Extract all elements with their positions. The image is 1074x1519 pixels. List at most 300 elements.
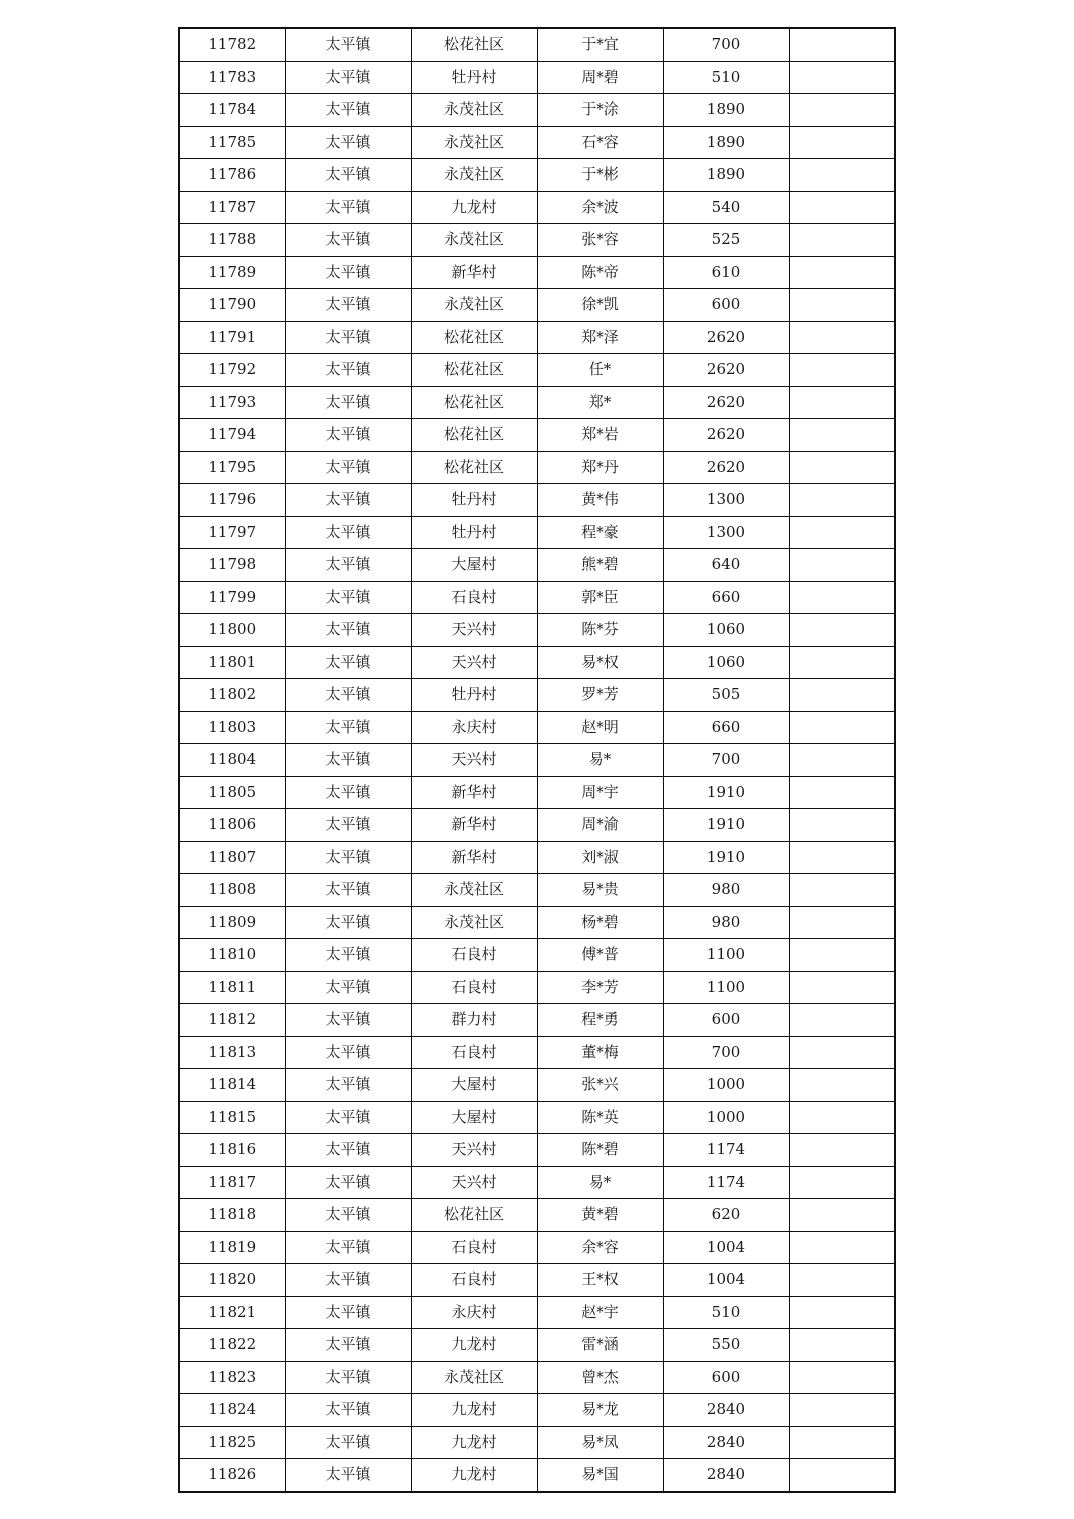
table-row <box>179 581 895 614</box>
person-name-cell: 程*豪 <box>537 516 663 549</box>
village-cell: 永茂社区 <box>411 94 537 127</box>
record-id-cell: 11808 <box>179 874 285 907</box>
record-id-cell: 11786 <box>179 159 285 192</box>
amount-cell: 1060 <box>663 646 789 679</box>
village-cell: 永茂社区 <box>411 906 537 939</box>
village-cell: 松花社区 <box>411 321 537 354</box>
village-cell: 永茂社区 <box>411 874 537 907</box>
record-id-cell: 11805 <box>179 776 285 809</box>
person-name-cell: 曾*杰 <box>537 1361 663 1394</box>
amount-cell: 510 <box>663 61 789 94</box>
town-cell: 太平镇 <box>285 971 411 1004</box>
amount-cell: 980 <box>663 906 789 939</box>
note-cell <box>789 1036 895 1069</box>
amount-cell: 510 <box>663 1296 789 1329</box>
table-row <box>179 744 895 777</box>
person-name-cell: 周*碧 <box>537 61 663 94</box>
amount-cell: 1174 <box>663 1166 789 1199</box>
village-cell: 石良村 <box>411 939 537 972</box>
table-row <box>179 1329 895 1362</box>
record-id-cell: 11787 <box>179 191 285 224</box>
record-id-cell: 11788 <box>179 224 285 257</box>
note-cell <box>789 581 895 614</box>
record-id-cell: 11785 <box>179 126 285 159</box>
person-name-cell: 易*国 <box>537 1459 663 1492</box>
person-name-cell: 傅*普 <box>537 939 663 972</box>
table-row <box>179 256 895 289</box>
record-id-cell: 11804 <box>179 744 285 777</box>
amount-cell: 1890 <box>663 126 789 159</box>
table-row <box>179 191 895 224</box>
town-cell: 太平镇 <box>285 1231 411 1264</box>
table-row <box>179 451 895 484</box>
village-cell: 松花社区 <box>411 451 537 484</box>
record-id-cell: 11825 <box>179 1426 285 1459</box>
town-cell: 太平镇 <box>285 1069 411 1102</box>
town-cell: 太平镇 <box>285 1426 411 1459</box>
table-row <box>179 809 895 842</box>
record-id-cell: 11816 <box>179 1134 285 1167</box>
amount-cell: 600 <box>663 1361 789 1394</box>
town-cell: 太平镇 <box>285 1394 411 1427</box>
note-cell <box>789 256 895 289</box>
amount-cell: 600 <box>663 289 789 322</box>
village-cell: 永茂社区 <box>411 289 537 322</box>
village-cell: 永茂社区 <box>411 126 537 159</box>
amount-cell: 1000 <box>663 1069 789 1102</box>
town-cell: 太平镇 <box>285 939 411 972</box>
amount-cell: 2840 <box>663 1394 789 1427</box>
person-name-cell: 王*权 <box>537 1264 663 1297</box>
record-id-cell: 11818 <box>179 1199 285 1232</box>
town-cell: 太平镇 <box>285 419 411 452</box>
table-row <box>179 711 895 744</box>
table-row <box>179 516 895 549</box>
village-cell: 九龙村 <box>411 1426 537 1459</box>
village-cell: 牡丹村 <box>411 61 537 94</box>
village-cell: 永茂社区 <box>411 224 537 257</box>
table-row <box>179 906 895 939</box>
record-id-cell: 11791 <box>179 321 285 354</box>
town-cell: 太平镇 <box>285 451 411 484</box>
village-cell: 牡丹村 <box>411 484 537 517</box>
village-cell: 牡丹村 <box>411 516 537 549</box>
amount-cell: 1890 <box>663 94 789 127</box>
amount-cell: 2620 <box>663 419 789 452</box>
person-name-cell: 黄*伟 <box>537 484 663 517</box>
person-name-cell: 郑*泽 <box>537 321 663 354</box>
town-cell: 太平镇 <box>285 354 411 387</box>
note-cell <box>789 841 895 874</box>
roster-table <box>178 27 896 1493</box>
note-cell <box>789 744 895 777</box>
village-cell: 九龙村 <box>411 1329 537 1362</box>
person-name-cell: 赵*明 <box>537 711 663 744</box>
person-name-cell: 周*渝 <box>537 809 663 842</box>
town-cell: 太平镇 <box>285 126 411 159</box>
table-row <box>179 386 895 419</box>
roster-table-body <box>179 28 895 1492</box>
amount-cell: 700 <box>663 744 789 777</box>
town-cell: 太平镇 <box>285 1361 411 1394</box>
table-row <box>179 289 895 322</box>
table-row <box>179 971 895 1004</box>
record-id-cell: 11813 <box>179 1036 285 1069</box>
town-cell: 太平镇 <box>285 809 411 842</box>
town-cell: 太平镇 <box>285 256 411 289</box>
person-name-cell: 郭*臣 <box>537 581 663 614</box>
note-cell <box>789 516 895 549</box>
person-name-cell: 郑* <box>537 386 663 419</box>
person-name-cell: 徐*凯 <box>537 289 663 322</box>
note-cell <box>789 1069 895 1102</box>
amount-cell: 505 <box>663 679 789 712</box>
table-row <box>179 28 895 61</box>
table-row <box>179 94 895 127</box>
person-name-cell: 易*贵 <box>537 874 663 907</box>
note-cell <box>789 126 895 159</box>
village-cell: 九龙村 <box>411 191 537 224</box>
note-cell <box>789 354 895 387</box>
town-cell: 太平镇 <box>285 776 411 809</box>
village-cell: 大屋村 <box>411 1101 537 1134</box>
note-cell <box>789 1459 895 1492</box>
village-cell: 九龙村 <box>411 1394 537 1427</box>
person-name-cell: 于*彬 <box>537 159 663 192</box>
table-row <box>179 614 895 647</box>
note-cell <box>789 1394 895 1427</box>
village-cell: 松花社区 <box>411 419 537 452</box>
note-cell <box>789 1264 895 1297</box>
amount-cell: 525 <box>663 224 789 257</box>
note-cell <box>789 906 895 939</box>
record-id-cell: 11822 <box>179 1329 285 1362</box>
record-id-cell: 11819 <box>179 1231 285 1264</box>
table-row <box>179 939 895 972</box>
note-cell <box>789 28 895 61</box>
person-name-cell: 余*容 <box>537 1231 663 1264</box>
amount-cell: 1060 <box>663 614 789 647</box>
village-cell: 石良村 <box>411 971 537 1004</box>
person-name-cell: 周*宇 <box>537 776 663 809</box>
village-cell: 永庆村 <box>411 1296 537 1329</box>
record-id-cell: 11810 <box>179 939 285 972</box>
village-cell: 新华村 <box>411 776 537 809</box>
amount-cell: 2620 <box>663 386 789 419</box>
table-row <box>179 159 895 192</box>
record-id-cell: 11820 <box>179 1264 285 1297</box>
person-name-cell: 陈*碧 <box>537 1134 663 1167</box>
note-cell <box>789 451 895 484</box>
note-cell <box>789 1296 895 1329</box>
note-cell <box>789 1134 895 1167</box>
record-id-cell: 11806 <box>179 809 285 842</box>
town-cell: 太平镇 <box>285 549 411 582</box>
village-cell: 石良村 <box>411 581 537 614</box>
person-name-cell: 程*勇 <box>537 1004 663 1037</box>
table-row <box>179 484 895 517</box>
amount-cell: 1004 <box>663 1231 789 1264</box>
amount-cell: 1910 <box>663 776 789 809</box>
note-cell <box>789 776 895 809</box>
record-id-cell: 11802 <box>179 679 285 712</box>
town-cell: 太平镇 <box>285 1166 411 1199</box>
person-name-cell: 于*涂 <box>537 94 663 127</box>
town-cell: 太平镇 <box>285 321 411 354</box>
record-id-cell: 11796 <box>179 484 285 517</box>
note-cell <box>789 1426 895 1459</box>
person-name-cell: 雷*涵 <box>537 1329 663 1362</box>
record-id-cell: 11826 <box>179 1459 285 1492</box>
village-cell: 石良村 <box>411 1231 537 1264</box>
town-cell: 太平镇 <box>285 1004 411 1037</box>
village-cell: 石良村 <box>411 1036 537 1069</box>
amount-cell: 1300 <box>663 516 789 549</box>
town-cell: 太平镇 <box>285 289 411 322</box>
record-id-cell: 11803 <box>179 711 285 744</box>
town-cell: 太平镇 <box>285 191 411 224</box>
record-id-cell: 11793 <box>179 386 285 419</box>
note-cell <box>789 159 895 192</box>
amount-cell: 1100 <box>663 939 789 972</box>
amount-cell: 550 <box>663 1329 789 1362</box>
record-id-cell: 11789 <box>179 256 285 289</box>
table-row <box>179 61 895 94</box>
record-id-cell: 11824 <box>179 1394 285 1427</box>
person-name-cell: 赵*宇 <box>537 1296 663 1329</box>
note-cell <box>789 1361 895 1394</box>
town-cell: 太平镇 <box>285 906 411 939</box>
town-cell: 太平镇 <box>285 484 411 517</box>
record-id-cell: 11792 <box>179 354 285 387</box>
village-cell: 天兴村 <box>411 1166 537 1199</box>
record-id-cell: 11815 <box>179 1101 285 1134</box>
person-name-cell: 张*容 <box>537 224 663 257</box>
village-cell: 松花社区 <box>411 386 537 419</box>
record-id-cell: 11782 <box>179 28 285 61</box>
note-cell <box>789 61 895 94</box>
village-cell: 大屋村 <box>411 549 537 582</box>
amount-cell: 620 <box>663 1199 789 1232</box>
amount-cell: 1300 <box>663 484 789 517</box>
table-row <box>179 1004 895 1037</box>
table-row <box>179 126 895 159</box>
person-name-cell: 李*芳 <box>537 971 663 1004</box>
town-cell: 太平镇 <box>285 1264 411 1297</box>
village-cell: 牡丹村 <box>411 679 537 712</box>
amount-cell: 2840 <box>663 1459 789 1492</box>
village-cell: 永茂社区 <box>411 159 537 192</box>
note-cell <box>789 874 895 907</box>
town-cell: 太平镇 <box>285 874 411 907</box>
table-row <box>179 1166 895 1199</box>
amount-cell: 2620 <box>663 451 789 484</box>
village-cell: 新华村 <box>411 809 537 842</box>
amount-cell: 980 <box>663 874 789 907</box>
person-name-cell: 易* <box>537 1166 663 1199</box>
amount-cell: 600 <box>663 1004 789 1037</box>
town-cell: 太平镇 <box>285 1459 411 1492</box>
amount-cell: 1890 <box>663 159 789 192</box>
record-id-cell: 11799 <box>179 581 285 614</box>
person-name-cell: 郑*丹 <box>537 451 663 484</box>
person-name-cell: 于*宜 <box>537 28 663 61</box>
table-row <box>179 1036 895 1069</box>
village-cell: 大屋村 <box>411 1069 537 1102</box>
town-cell: 太平镇 <box>285 744 411 777</box>
village-cell: 天兴村 <box>411 1134 537 1167</box>
amount-cell: 610 <box>663 256 789 289</box>
town-cell: 太平镇 <box>285 614 411 647</box>
record-id-cell: 11797 <box>179 516 285 549</box>
note-cell <box>789 549 895 582</box>
record-id-cell: 11807 <box>179 841 285 874</box>
town-cell: 太平镇 <box>285 1036 411 1069</box>
town-cell: 太平镇 <box>285 581 411 614</box>
table-row <box>179 1296 895 1329</box>
table-row <box>179 1394 895 1427</box>
note-cell <box>789 1101 895 1134</box>
record-id-cell: 11783 <box>179 61 285 94</box>
town-cell: 太平镇 <box>285 1329 411 1362</box>
town-cell: 太平镇 <box>285 28 411 61</box>
record-id-cell: 11800 <box>179 614 285 647</box>
table-row <box>179 1101 895 1134</box>
town-cell: 太平镇 <box>285 679 411 712</box>
village-cell: 天兴村 <box>411 614 537 647</box>
town-cell: 太平镇 <box>285 1101 411 1134</box>
note-cell <box>789 614 895 647</box>
village-cell: 群力村 <box>411 1004 537 1037</box>
town-cell: 太平镇 <box>285 516 411 549</box>
village-cell: 九龙村 <box>411 1459 537 1492</box>
person-name-cell: 任* <box>537 354 663 387</box>
amount-cell: 640 <box>663 549 789 582</box>
note-cell <box>789 419 895 452</box>
town-cell: 太平镇 <box>285 1199 411 1232</box>
table-row <box>179 419 895 452</box>
village-cell: 天兴村 <box>411 646 537 679</box>
table-row <box>179 321 895 354</box>
town-cell: 太平镇 <box>285 711 411 744</box>
person-name-cell: 易*权 <box>537 646 663 679</box>
town-cell: 太平镇 <box>285 61 411 94</box>
village-cell: 新华村 <box>411 256 537 289</box>
person-name-cell: 陈*芬 <box>537 614 663 647</box>
table-row <box>179 224 895 257</box>
record-id-cell: 11798 <box>179 549 285 582</box>
table-row <box>179 1069 895 1102</box>
amount-cell: 1004 <box>663 1264 789 1297</box>
table-row <box>179 1426 895 1459</box>
note-cell <box>789 94 895 127</box>
note-cell <box>789 711 895 744</box>
amount-cell: 660 <box>663 711 789 744</box>
table-row <box>179 1459 895 1492</box>
record-id-cell: 11784 <box>179 94 285 127</box>
village-cell: 石良村 <box>411 1264 537 1297</box>
person-name-cell: 黄*碧 <box>537 1199 663 1232</box>
amount-cell: 2840 <box>663 1426 789 1459</box>
town-cell: 太平镇 <box>285 646 411 679</box>
person-name-cell: 易* <box>537 744 663 777</box>
note-cell <box>789 1004 895 1037</box>
note-cell <box>789 809 895 842</box>
table-row <box>179 776 895 809</box>
table-row <box>179 354 895 387</box>
record-id-cell: 11812 <box>179 1004 285 1037</box>
note-cell <box>789 224 895 257</box>
amount-cell: 2620 <box>663 354 789 387</box>
table-row <box>179 874 895 907</box>
person-name-cell: 陈*英 <box>537 1101 663 1134</box>
record-id-cell: 11790 <box>179 289 285 322</box>
town-cell: 太平镇 <box>285 94 411 127</box>
village-cell: 松花社区 <box>411 354 537 387</box>
record-id-cell: 11801 <box>179 646 285 679</box>
record-id-cell: 11821 <box>179 1296 285 1329</box>
table-row <box>179 1134 895 1167</box>
person-name-cell: 陈*帝 <box>537 256 663 289</box>
note-cell <box>789 1329 895 1362</box>
amount-cell: 2620 <box>663 321 789 354</box>
record-id-cell: 11823 <box>179 1361 285 1394</box>
person-name-cell: 石*容 <box>537 126 663 159</box>
amount-cell: 1910 <box>663 809 789 842</box>
person-name-cell: 熊*碧 <box>537 549 663 582</box>
village-cell: 天兴村 <box>411 744 537 777</box>
note-cell <box>789 939 895 972</box>
person-name-cell: 杨*碧 <box>537 906 663 939</box>
amount-cell: 660 <box>663 581 789 614</box>
note-cell <box>789 386 895 419</box>
town-cell: 太平镇 <box>285 1134 411 1167</box>
village-cell: 新华村 <box>411 841 537 874</box>
note-cell <box>789 484 895 517</box>
person-name-cell: 罗*芳 <box>537 679 663 712</box>
table-row <box>179 1264 895 1297</box>
note-cell <box>789 679 895 712</box>
table-row <box>179 1199 895 1232</box>
person-name-cell: 董*梅 <box>537 1036 663 1069</box>
village-cell: 永庆村 <box>411 711 537 744</box>
table-row <box>179 841 895 874</box>
amount-cell: 1910 <box>663 841 789 874</box>
note-cell <box>789 1231 895 1264</box>
table-row <box>179 1231 895 1264</box>
record-id-cell: 11794 <box>179 419 285 452</box>
record-id-cell: 11795 <box>179 451 285 484</box>
record-id-cell: 11817 <box>179 1166 285 1199</box>
amount-cell: 700 <box>663 1036 789 1069</box>
note-cell <box>789 646 895 679</box>
table-row <box>179 549 895 582</box>
town-cell: 太平镇 <box>285 1296 411 1329</box>
table-row <box>179 646 895 679</box>
village-cell: 松花社区 <box>411 28 537 61</box>
record-id-cell: 11809 <box>179 906 285 939</box>
amount-cell: 1100 <box>663 971 789 1004</box>
town-cell: 太平镇 <box>285 841 411 874</box>
table-row <box>179 1361 895 1394</box>
village-cell: 永茂社区 <box>411 1361 537 1394</box>
amount-cell: 1174 <box>663 1134 789 1167</box>
record-id-cell: 11811 <box>179 971 285 1004</box>
note-cell <box>789 191 895 224</box>
note-cell <box>789 321 895 354</box>
note-cell <box>789 971 895 1004</box>
note-cell <box>789 1199 895 1232</box>
